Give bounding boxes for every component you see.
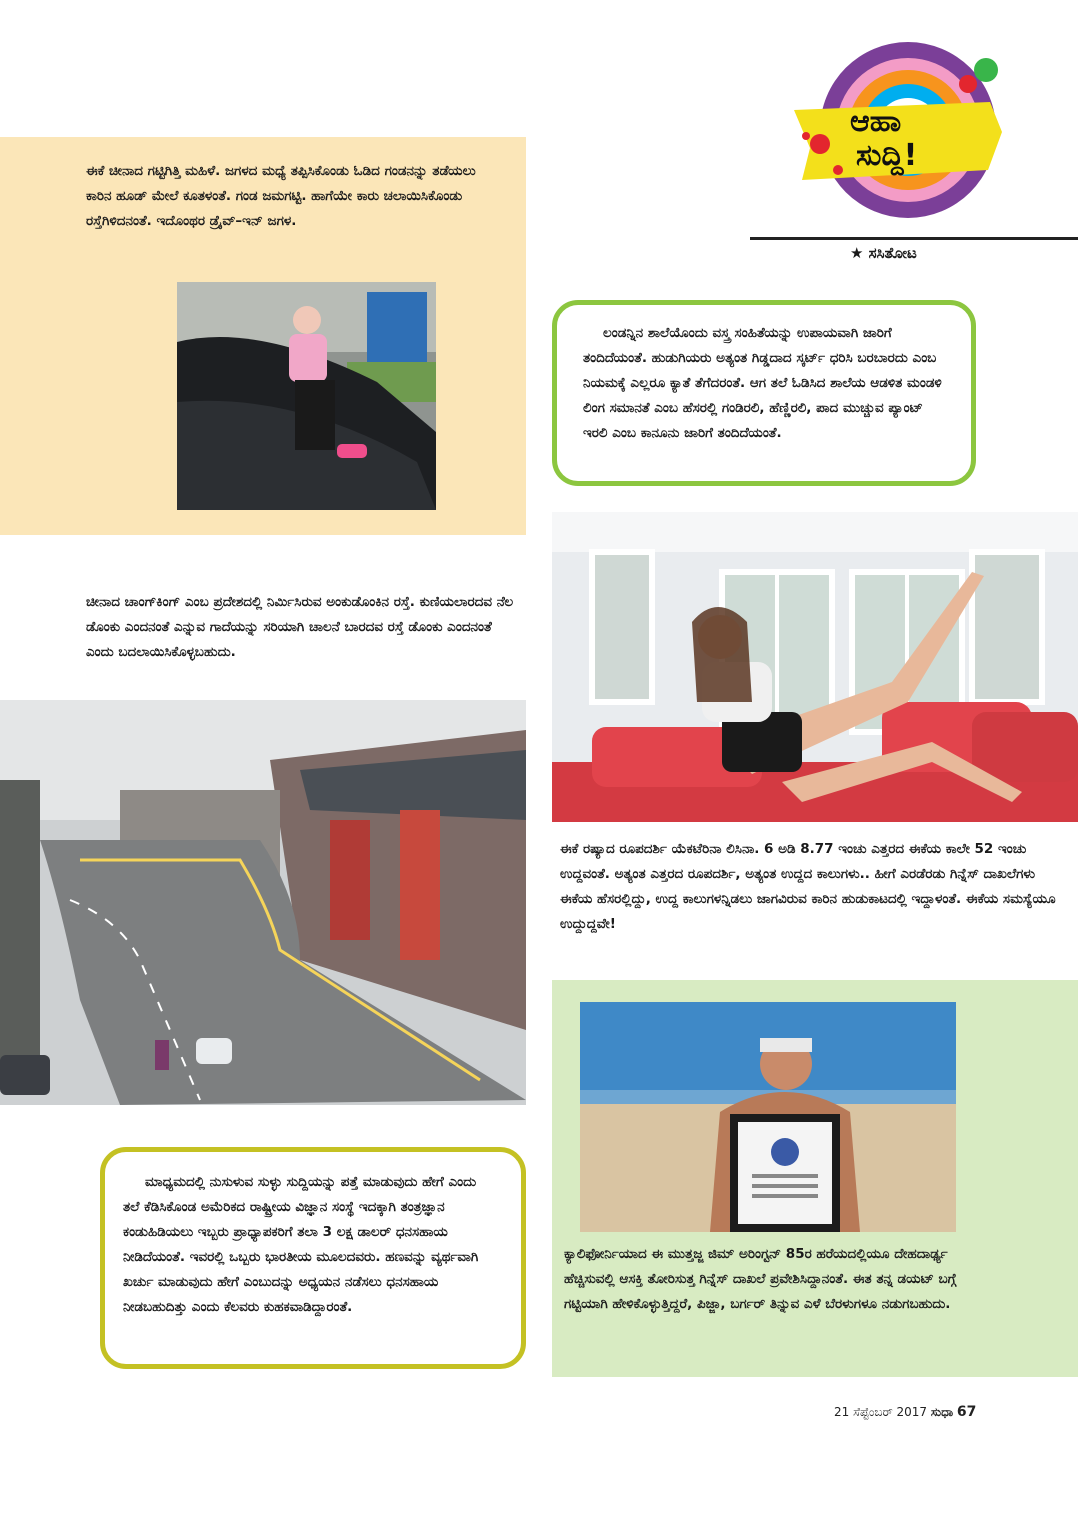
story-panel-china-wife <box>0 137 526 535</box>
story-frame-media-research <box>100 1147 526 1369</box>
logo-text-line1: ಆಹಾ <box>850 104 902 139</box>
author-name: ಸಸಿತೋಟ <box>868 244 917 262</box>
footer-magazine: ಸುಧಾ <box>930 1405 954 1419</box>
story-panel-california-grandpa <box>552 980 1078 1377</box>
masthead-logo <box>790 40 1010 220</box>
author-byline <box>850 244 917 262</box>
story-media-research-text: ಮಾಧ್ಯಮದಲ್ಲಿ ನುಸುಳುವ ಸುಳ್ಳು ಸುದ್ದಿಯನ್ನು ಪತ್ತೆ ಮಾಡುವುದು ಹೇಗೆ ಎಂದು ತಲೆ ಕೆಡಿಸಿಕೊಂಡ ಅಮೆರಿಕದ ರಾಷ್ಟ್ರೀಯ ವಿಜ್ಞಾನ ಸಂಸ್ಥೆ ಇದಕ್ಕಾಗಿ ತಂತ್ರಜ್ಞಾನ ಕಂಡುಹಿಡಿಯಲು ಇಬ್ಬರು ಪ್ರಾಧ್ಯಾಪಕರಿಗೆ ತಲಾ 3 ಲಕ್ಷ ಡಾಲರ್ ಧನಸಹಾಯ ನೀಡಿದೆಯಂತೆ. ಇವರಲ್ಲಿ ಒಬ್ಬರು ಭಾರತೀಯ ಮೂಲದವರು. ಹಣವನ್ನು ವ್ಯರ್ಥವಾಗಿ ಖರ್ಚು ಮಾಡುವುದು ಹೇಗೆ ಎಂಬುದನ್ನು ಅಧ್ಯಯನ ನಡೆಸಲು ಧನಸಹಾಯ ನೀಡಬಹುದಿತ್ತು ಎಂದು ಕೆಲವರು ಕುಹಕವಾಡಿದ್ದಾರಂತೆ. <box>123 1174 479 1315</box>
photo-chongqing-road <box>0 700 526 1105</box>
star-icon: ★ <box>850 244 869 262</box>
footer-date-year: 2017 <box>896 1405 928 1419</box>
footer-date-month: ಸೆಪ್ಟೆಂಬರ್ <box>853 1405 893 1419</box>
story-frame-london-school <box>552 300 976 486</box>
footer-page-number: 67 <box>956 1404 977 1420</box>
story-london-school-text: ಲಂಡನ್ನಿನ ಶಾಲೆಯೊಂದು ವಸ್ತ್ರ ಸಂಹಿತೆಯನ್ನು ಉಪಾಯವಾಗಿ ಜಾರಿಗೆ ತಂದಿದೆಯಂತೆ. ಹುಡುಗಿಯರು ಅತ್ಯಂತ ಗಿಡ್ಡದಾದ ಸ್ಕರ್ಟ್ ಧರಿಸಿ ಬರಬಾರದು ಎಂಬ ನಿಯಮಕ್ಕೆ ಎಲ್ಲರೂ ಕ್ಯಾತೆ ತೆಗೆದರಂತೆ. ಆಗ ತಲೆ ಓಡಿಸಿದ ಶಾಲೆಯ ಆಡಳಿತ ಮಂಡಳಿ ಲಿಂಗ ಸಮಾನತೆ ಎಂಬ ಹೆಸರಲ್ಲಿ ಗಂಡಿರಲಿ, ಹೆಣ್ಣಿರಲಿ, ಪಾದ ಮುಚ್ಚುವ ಪ್ಯಾಂಟ್ ಇರಲಿ ಎಂಬ ಕಾನೂನು ಜಾರಿಗೆ ತಂದಿದೆಯಂತೆ. <box>583 325 942 441</box>
story-russian-model-text: ಈಕೆ ರಷ್ಯಾದ ರೂಪದರ್ಶಿ ಯೆಕಟೆರಿನಾ ಲಿಸಿನಾ. 6 ಅಡಿ 8.77 ಇಂಚು ಎತ್ತರದ ಈಕೆಯ ಕಾಲೇ 52 ಇಂಚು ಉದ್ದವಂತೆ. ಅತ್ಯಂತ ಎತ್ತರದ ರೂಪದರ್ಶಿ, ಅತ್ಯಂತ ಉದ್ದದ ಕಾಲುಗಳು.. ಹೀಗೆ ಎರಡೆರಡು ಗಿನ್ನೆಸ್ ದಾಖಲೆಗಳು ಈಕೆಯ ಹೆಸರಲ್ಲಿದ್ದು, ಉದ್ದ ಕಾಲುಗಳನ್ನಿಡಲು ಜಾಗವಿರುವ ಕಾರಿನ ಹುಡುಕಾಟದಲ್ಲಿ ಇದ್ದಾಳಂತೆ. ಈಕೆಯ ಸಮಸ್ಯೆಯೂ ಉದ್ದುದ್ದವೇ! <box>560 841 1056 932</box>
photo-russian-model <box>552 512 1078 822</box>
story-china-wife-text: ಈಕೆ ಚೀನಾದ ಗಟ್ಟಿಗಿತ್ತಿ ಮಹಿಳೆ. ಜಗಳದ ಮಧ್ಯೆ ತಪ್ಪಿಸಿಕೊಂಡು ಓಡಿದ ಗಂಡನನ್ನು ತಡೆಯಲು ಕಾರಿನ ಹೂಡ್ ಮೇಲೆ ಕೂತಳಂತೆ. ಗಂಡ ಜಮಗಟ್ಟಿ. ಹಾಗೆಯೇ ಕಾರು ಚಲಾಯಿಸಿಕೊಂಡು ರಸ್ತೆಗಿಳಿದನಂತೆ. ಇದೊಂಥರ ಡ್ರೈವ್–ಇನ್ ಜಗಳ. <box>86 163 476 229</box>
header-rule <box>750 237 1078 240</box>
photo-woman-on-car-hood <box>177 282 436 510</box>
page-footer <box>834 1404 976 1420</box>
footer-date-day: 21 <box>834 1405 850 1419</box>
story-california-grandpa-text: ಕ್ಯಾಲಿಫೋರ್ನಿಯಾದ ಈ ಮುತ್ತಜ್ಜ ಜಿಮ್ ಅರಿಂಗ್ಟನ್ 85ರ ಹರೆಯದಲ್ಲಿಯೂ ದೇಹದಾರ್ಢ್ಯ ಹೆಚ್ಚಿಸುವಲ್ಲಿ ಆಸಕ್ತಿ ತೋರಿಸುತ್ತ ಗಿನ್ನೆಸ್ ದಾಖಲೆ ಪ್ರವೇಶಿಸಿದ್ದಾನಂತೆ. ಈತ ತನ್ನ ಡಯಟ್ ಬಗ್ಗೆ ಗಟ್ಟಿಯಾಗಿ ಹೇಳಿಕೊಳ್ಳುತ್ತಿದ್ದರೆ, ಪಿಜ್ಜಾ, ಬರ್ಗರ್ ತಿನ್ನುವ ಎಳೆ ಬೆರಳುಗಳೂ ನಡುಗಬಹುದು. <box>564 1246 957 1312</box>
story-chongqing-road-text: ಚೀನಾದ ಚಾಂಗ್‌ಕಿಂಗ್ ಎಂಬ ಪ್ರದೇಶದಲ್ಲಿ ನಿರ್ಮಿಸಿರುವ ಅಂಕುಡೊಂಕಿನ ರಸ್ತೆ. ಕುಣಿಯಲಾರದವ ನೆಲ ಡೊಂಕು ಎಂದನಂತೆ ಎನ್ನುವ ಗಾದೆಯನ್ನು ಸರಿಯಾಗಿ ಚಾಲನೆ ಬಾರದವ ರಸ್ತೆ ಡೊಂಕು ಎಂದನಂತೆ ಎಂದು ಬದಲಾಯಿಸಿಕೊಳ್ಳಬಹುದು. <box>86 594 514 660</box>
photo-jim-arrington-certificate <box>580 1002 956 1232</box>
logo-text-line2: ಸುದ್ದಿ! <box>856 138 918 173</box>
